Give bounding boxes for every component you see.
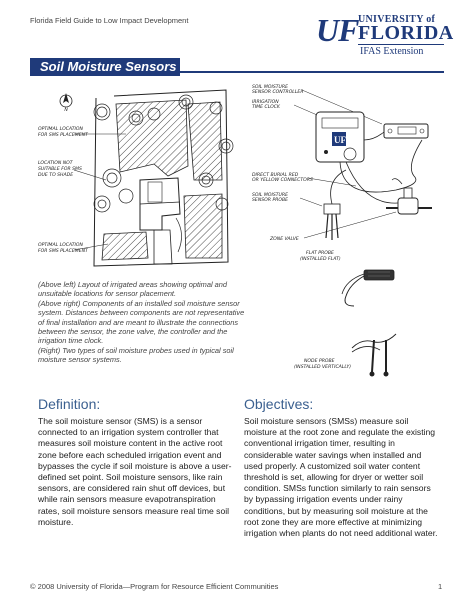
sensor-probe-icon	[324, 170, 346, 240]
footer-copyright: © 2008 University of Florida—Program for Resource Efficient Communities	[30, 582, 279, 591]
label-timeclock-1: IRRIGATION	[252, 100, 279, 105]
node-probe-icon	[352, 334, 396, 377]
north-arrow-icon	[60, 93, 72, 113]
uf-ifas-logo	[316, 10, 454, 60]
label-optimal-bottom-2: FOR SMS PLACEMENT	[38, 249, 88, 254]
caption-above-left: (Above left) Layout of irrigated areas showing optimal and unsuitable locations for sensor placement.	[38, 280, 227, 299]
label-timeclock-2: TIME CLOCK	[252, 105, 280, 110]
objectives-heading: Objectives:	[244, 396, 314, 412]
title-rule	[180, 71, 444, 73]
objectives-body: Soil moisture sensors (SMSs) measure soil moisture at the root zone and regulate the existing conventional irrigation timer, resulting in considerable water savings when installed and used properly. A customized soil water content threshold is set, allowing for dryer or wetter soil condition. SMSs function similarly to rain sensors by bypassing irrigation events under rainy conditions, but by measuring soil moisture at the root zone they are more effective at minimizing irrigation when plants do not need additional water.	[244, 416, 438, 539]
logo-divider	[358, 44, 444, 45]
figure-captions	[38, 280, 248, 365]
label-not-suitable-1: LOCATION NOT	[38, 161, 73, 166]
zone-valve-icon	[386, 179, 432, 214]
label-sensor-probe-2: SENSOR PROBE	[252, 198, 289, 203]
page-title: Soil Moisture Sensors	[40, 59, 177, 74]
label-sms-controller-1: SOIL MOISTURE	[252, 85, 289, 90]
label-direct-burial-2: OR YELLOW CONNECTORS	[252, 178, 313, 183]
caption-above-right: (Above right) Components of an installed soil moisture sensor system. Distances between components are not representative of final installation and are meant to illustrate the connections between the sensor, the zone valve, the controller and the irrigation time clock.	[38, 298, 245, 346]
sensor-components-figure	[246, 80, 446, 380]
definition-body: The soil moisture sensor (SMS) is a sensor connected to an irrigation system controller that measures soil moisture content in the active root zone before each scheduled irrigation event and bypasses the cycle if soil moisture is above a user-defined set point. Soil moisture sensors, like rain sensors, are considered rain shut off devices, but while rain sensors measure evapotranspiration rates, soil moisture sensors measure real time soil moisture.	[38, 416, 232, 527]
title-tab	[30, 58, 180, 76]
label-node-probe-1: NODE PROBE	[304, 359, 335, 364]
site-layout-figure	[36, 84, 236, 274]
page-number: 1	[438, 582, 443, 591]
running-header: Florida Field Guide to Low Impact Development	[30, 16, 189, 25]
caption-right: (Right) Two types of soil moisture probes used in typical soil moisture sensor systems.	[38, 345, 234, 365]
label-flat-probe-2: (INSTALLED FLAT)	[300, 257, 341, 262]
flat-probe-icon	[342, 270, 394, 306]
driveway	[154, 230, 172, 264]
label-flat-probe-1: FLAT PROBE	[306, 251, 334, 256]
lawn-area-north	[116, 100, 188, 176]
title-bar	[30, 58, 444, 76]
label-direct-burial-1: DIRECT BURIAL RED	[252, 173, 299, 178]
label-zone-valve: ZONE VALVE	[270, 237, 299, 242]
label-optimal-top-1: OPTIMAL LOCATION	[38, 127, 83, 132]
north-label: N	[64, 108, 68, 113]
irrigation-timeclock-icon	[316, 112, 364, 162]
logo-uf-mark: UF	[316, 12, 359, 48]
label-optimal-bottom-1: OPTIMAL LOCATION	[38, 243, 83, 248]
label-not-suitable-2: SUITABLE FOR SMS	[38, 167, 82, 172]
logo-ifas-extension: IFAS Extension	[360, 46, 424, 57]
label-node-probe-2: (INSTALLED VERTICALLY)	[294, 365, 352, 370]
label-sms-controller-2: SENSOR CONTROLLER	[252, 90, 304, 95]
logo-florida: FLORIDA	[358, 22, 454, 44]
logo-university-of: UNIVERSITY of	[358, 14, 436, 25]
label-sensor-probe-1: SOIL MOISTURE	[252, 193, 289, 198]
uf-badge: UF	[334, 135, 346, 145]
label-optimal-top-2: FOR SMS PLACEMENT	[38, 133, 88, 138]
label-not-suitable-3: DUE TO SHADE	[38, 173, 74, 178]
lawn-area-southwest	[102, 232, 148, 260]
definition-heading: Definition:	[38, 396, 101, 412]
sms-controller-icon	[384, 124, 428, 138]
